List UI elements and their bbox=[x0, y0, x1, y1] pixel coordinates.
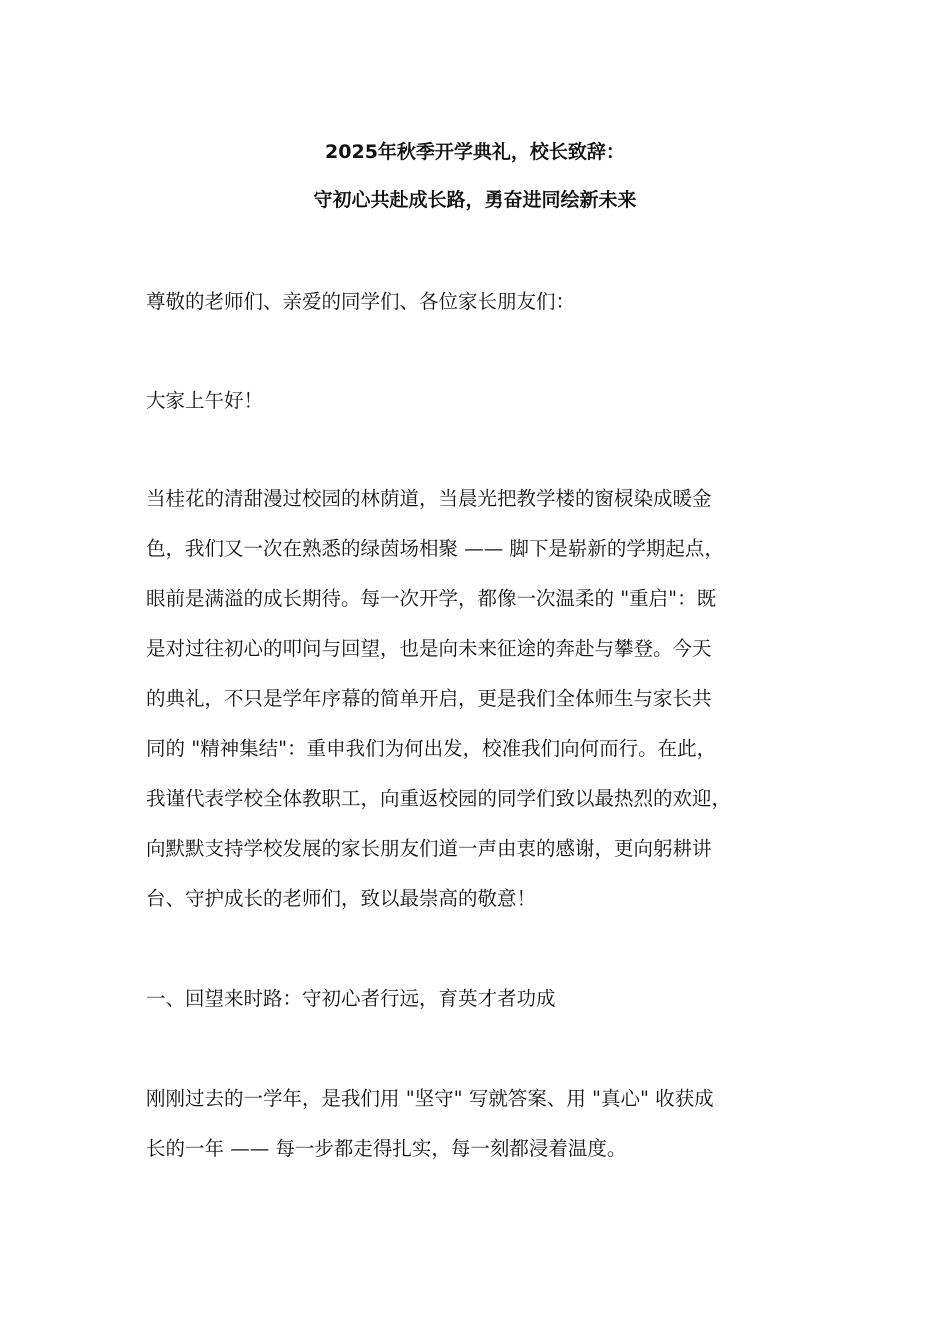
document-title-line-1: 2025年秋季开学典礼，校长致辞： bbox=[325, 141, 625, 163]
paragraph-line: 刚刚过去的一学年，是我们用 "坚守" 写就答案、用 "真心" 收获成 bbox=[146, 1087, 714, 1110]
greeting: 大家上午好！ bbox=[146, 389, 264, 412]
section-heading-1: 一、回望来时路：守初心者行远，育英才者功成 bbox=[146, 987, 556, 1010]
paragraph-line: 同的 "精神集结"：重申我们为何出发，校准我们向何而行。在此， bbox=[146, 737, 717, 760]
paragraph-line: 台、守护成长的老师们，致以最崇高的敬意！ bbox=[146, 887, 537, 910]
paragraph-line: 当桂花的清甜漫过校园的林荫道，当晨光把教学楼的窗棂染成暖金 bbox=[146, 487, 712, 510]
paragraph-line: 眼前是满溢的成长期待。每一次开学，都像一次温柔的 "重启"：既 bbox=[146, 587, 717, 610]
paragraph-line: 长的一年 —— 每一步都走得扎实，每一刻都浸着温度。 bbox=[146, 1137, 627, 1160]
paragraph-line: 向默默支持学校发展的家长朋友们道一声由衷的感谢，更向躬耕讲 bbox=[146, 837, 712, 860]
paragraph-line: 是对过往初心的叩问与回望，也是向未来征途的奔赴与攀登。今天 bbox=[146, 637, 712, 660]
paragraph-line: 的典礼，不只是学年序幕的简单开启，更是我们全体师生与家长共 bbox=[146, 687, 712, 710]
paragraph-line: 色，我们又一次在熟悉的绿茵场相聚 —— 脚下是崭新的学期起点， bbox=[146, 537, 724, 560]
salutation: 尊敬的老师们、亲爱的同学们、各位家长朋友们： bbox=[146, 290, 576, 313]
paragraph-line: 我谨代表学校全体教职工，向重返校园的同学们致以最热烈的欢迎， bbox=[146, 787, 732, 810]
document-title-line-2: 守初心共赴成长路，勇奋进同绘新未来 bbox=[313, 189, 637, 211]
